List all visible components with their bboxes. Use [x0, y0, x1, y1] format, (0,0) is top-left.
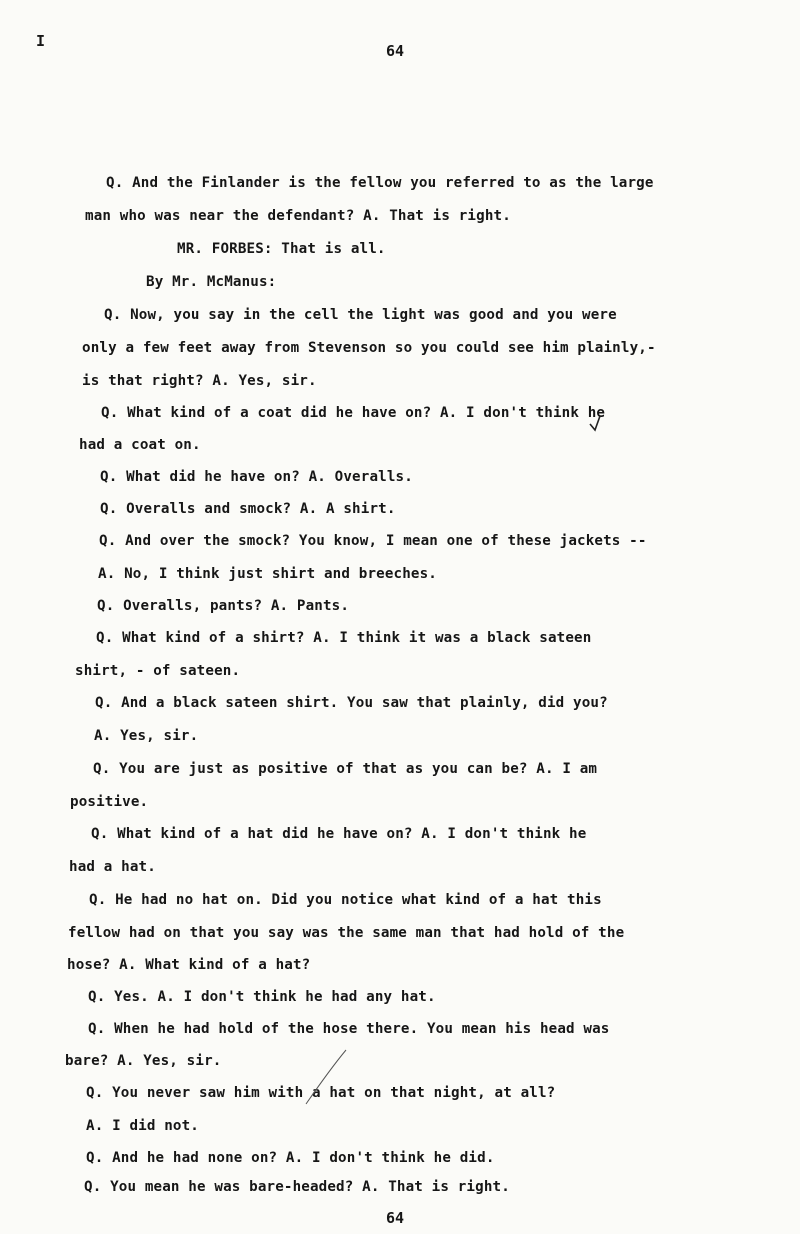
transcript-line: bare? A. Yes, sir. [65, 1053, 222, 1069]
transcript-line: had a hat. [69, 859, 156, 875]
transcript-line: Q. What did he have on? A. Overalls. [100, 469, 413, 485]
transcript-line: Q. And he had none on? A. I don't think he did. [86, 1150, 495, 1166]
transcript-line: By Mr. McManus: [146, 274, 277, 290]
transcript-line: Q. And the Finlander is the fellow you referred to as the large [106, 175, 654, 191]
page-number-top: 64 [385, 42, 405, 60]
transcript-line: only a few feet away from Stevenson so you could see him plainly,- [82, 340, 656, 356]
transcript-line: positive. [70, 794, 149, 810]
transcript-line: A. Yes, sir. [94, 728, 199, 744]
corner-mark: I [36, 32, 46, 50]
page-number-bottom: 64 [385, 1209, 405, 1227]
transcript-line: Q. What kind of a hat did he have on? A. I don't think he [91, 826, 587, 842]
transcript-line: Q. Overalls and smock? A. A shirt. [100, 501, 396, 517]
transcript-line: Q. Now, you say in the cell the light was good and you were [104, 307, 617, 323]
transcript-line: A. I did not. [86, 1118, 199, 1134]
transcript-line: had a coat on. [79, 437, 201, 453]
transcript-line: man who was near the defendant? A. That is right. [85, 208, 511, 224]
transcript-line: Q. And a black sateen shirt. You saw that plainly, did you? [95, 695, 608, 711]
transcript-line: shirt, - of sateen. [75, 663, 241, 679]
transcript-line: Q. You mean he was bare-headed? A. That is right. [84, 1179, 510, 1195]
transcript-line: Q. When he had hold of the hose there. You mean his head was [88, 1021, 610, 1037]
transcript-line: A. No, I think just shirt and breeches. [98, 566, 437, 582]
transcript-line: Q. And over the smock? You know, I mean one of these jackets -- [99, 533, 647, 549]
transcript-line: MR. FORBES: That is all. [177, 241, 386, 257]
transcript-line: is that right? A. Yes, sir. [82, 373, 317, 389]
transcript-line: fellow had on that you say was the same man that had hold of the [68, 925, 625, 941]
pen-tick-mark [586, 400, 602, 440]
transcript-line: Q. You are just as positive of that as you can be? A. I am [93, 761, 598, 777]
transcript-line: Q. Overalls, pants? A. Pants. [97, 598, 350, 614]
transcript-line: Q. What kind of a shirt? A. I think it was a black sateen [96, 630, 592, 646]
transcript-line: Q. He had no hat on. Did you notice what kind of a hat this [89, 892, 602, 908]
transcript-line: hose? A. What kind of a hat? [67, 957, 311, 973]
transcript-line: Q. What kind of a coat did he have on? A. I don't think he [101, 405, 606, 421]
pen-stroke-mark [300, 1048, 350, 1108]
transcript-line: Q. You never saw him with a hat on that night, at all? [86, 1085, 556, 1101]
transcript-line: Q. Yes. A. I don't think he had any hat. [88, 989, 436, 1005]
